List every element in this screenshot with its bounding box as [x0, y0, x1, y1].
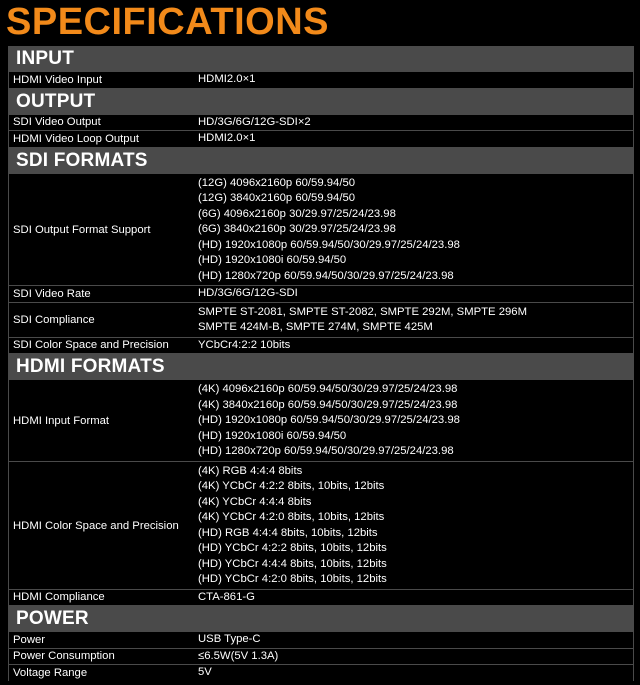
- section-heading-sdi-formats: SDI FORMATS: [9, 148, 633, 174]
- spec-value: (HD) 1920x1080p 60/59.94/50/30/29.97/25/24/23.98: [198, 414, 460, 426]
- spec-value: HD/3G/6G/12G-SDI×2: [198, 115, 311, 128]
- spec-row: [9, 649, 633, 666]
- spec-values: [193, 115, 633, 131]
- spec-value: (HD) 1920x1080i 60/59.94/50: [198, 254, 347, 266]
- spec-values: [193, 665, 633, 681]
- spec-label: HDMI Color Space and Precision: [13, 519, 179, 532]
- spec-value: SMPTE ST-2081, SMPTE ST-2082, SMPTE 292M, SMPTE 296M: [198, 305, 527, 318]
- spec-value: USB Type-C: [198, 633, 261, 645]
- spec-row: [9, 632, 633, 649]
- spec-value: HD/3G/6G/12G-SDI: [198, 287, 298, 299]
- spec-label: Power: [13, 633, 46, 646]
- spec-value: SMPTE 424M-B, SMPTE 274M, SMPTE 425M: [198, 321, 433, 333]
- spec-row: [9, 131, 633, 148]
- spec-label: SDI Color Space and Precision: [13, 339, 169, 352]
- spec-label: HDMI Input Format: [13, 414, 110, 427]
- spec-label: HDMI Compliance: [13, 591, 105, 604]
- spec-value: (HD) 1920x1080i 60/59.94/50: [198, 429, 347, 442]
- spec-values: [193, 338, 633, 354]
- spec-value: (HD) YCbCr 4:2:2 8bits, 10bits, 12bits: [198, 542, 387, 554]
- spec-values: [193, 286, 633, 302]
- spec-row: [9, 462, 633, 590]
- spec-row: [9, 665, 633, 681]
- spec-label: Voltage Range: [13, 666, 88, 679]
- spec-value: (4K) YCbCr 4:2:0 8bits, 10bits, 12bits: [198, 511, 385, 523]
- spec-value: (HD) 1280x720p 60/59.94/50/30/29.97/25/24/23.98: [198, 445, 454, 457]
- spec-value: (4K) YCbCr 4:2:2 8bits, 10bits, 12bits: [198, 480, 385, 492]
- spec-values: [193, 649, 633, 665]
- spec-row: [9, 174, 633, 287]
- spec-value: (HD) YCbCr 4:4:4 8bits, 10bits, 12bits: [198, 557, 387, 570]
- section-heading-power: POWER: [9, 606, 633, 632]
- spec-row: [9, 303, 633, 338]
- spec-value: (HD) 1280x720p 60/59.94/50/30/29.97/25/24/23.98: [198, 269, 454, 282]
- section-heading-output: OUTPUT: [9, 89, 633, 115]
- spec-label: SDI Output Format Support: [13, 223, 151, 236]
- spec-value: (6G) 3840x2160p 30/29.97/25/24/23.98: [198, 223, 396, 235]
- section-heading-input: INPUT: [9, 46, 633, 72]
- spec-value: ≤6.5W(5V 1.3A): [198, 649, 279, 662]
- spec-label: SDI Compliance: [13, 314, 95, 326]
- section-heading-hdmi-formats: HDMI FORMATS: [9, 354, 633, 380]
- spec-label: HDMI Video Loop Output: [13, 132, 140, 145]
- spec-row: [9, 72, 633, 89]
- spec-value: YCbCr4:2:2 10bits: [198, 338, 291, 351]
- spec-value: CTA-861-G: [198, 590, 255, 603]
- spec-values: [193, 464, 633, 588]
- spec-label: Power Consumption: [13, 650, 115, 663]
- spec-value: (4K) 4096x2160p 60/59.94/50/30/29.97/25/24/23.98: [198, 383, 458, 395]
- spec-value: (HD) RGB 4:4:4 8bits, 10bits, 12bits: [198, 526, 378, 539]
- page-title: SPECIFICATIONS: [6, 1, 329, 43]
- specifications-table: [8, 46, 634, 681]
- spec-values: [193, 176, 633, 285]
- spec-values: [193, 590, 633, 606]
- spec-value: (HD) YCbCr 4:2:0 8bits, 10bits, 12bits: [198, 573, 387, 585]
- spec-value: (12G) 4096x2160p 60/59.94/50: [198, 176, 356, 189]
- spec-label: SDI Video Rate: [13, 287, 91, 300]
- spec-value: (4K) RGB 4:4:4 8bits: [198, 464, 303, 477]
- spec-value: (6G) 4096x2160p 30/29.97/25/24/23.98: [198, 207, 396, 220]
- spec-label: HDMI Video Input: [13, 73, 102, 86]
- spec-values: [193, 382, 633, 460]
- spec-value: HDMI2.0×1: [198, 132, 256, 144]
- spec-value: (4K) 3840x2160p 60/59.94/50/30/29.97/25/24/23.98: [198, 398, 458, 411]
- spec-values: [193, 72, 633, 88]
- spec-values: [193, 632, 633, 648]
- spec-value: 5V: [198, 666, 212, 678]
- spec-value: HDMI2.0×1: [198, 73, 256, 85]
- spec-row: [9, 115, 633, 132]
- spec-values: [193, 131, 633, 147]
- spec-label: SDI Video Output: [13, 116, 101, 129]
- spec-row: [9, 380, 633, 462]
- spec-row: [9, 286, 633, 303]
- spec-row: [9, 590, 633, 607]
- spec-row: [9, 338, 633, 355]
- spec-values: [193, 305, 633, 336]
- spec-value: (4K) YCbCr 4:4:4 8bits: [198, 495, 312, 508]
- spec-value: (12G) 3840x2160p 60/59.94/50: [198, 192, 356, 204]
- spec-value: (HD) 1920x1080p 60/59.94/50/30/29.97/25/24/23.98: [198, 238, 460, 251]
